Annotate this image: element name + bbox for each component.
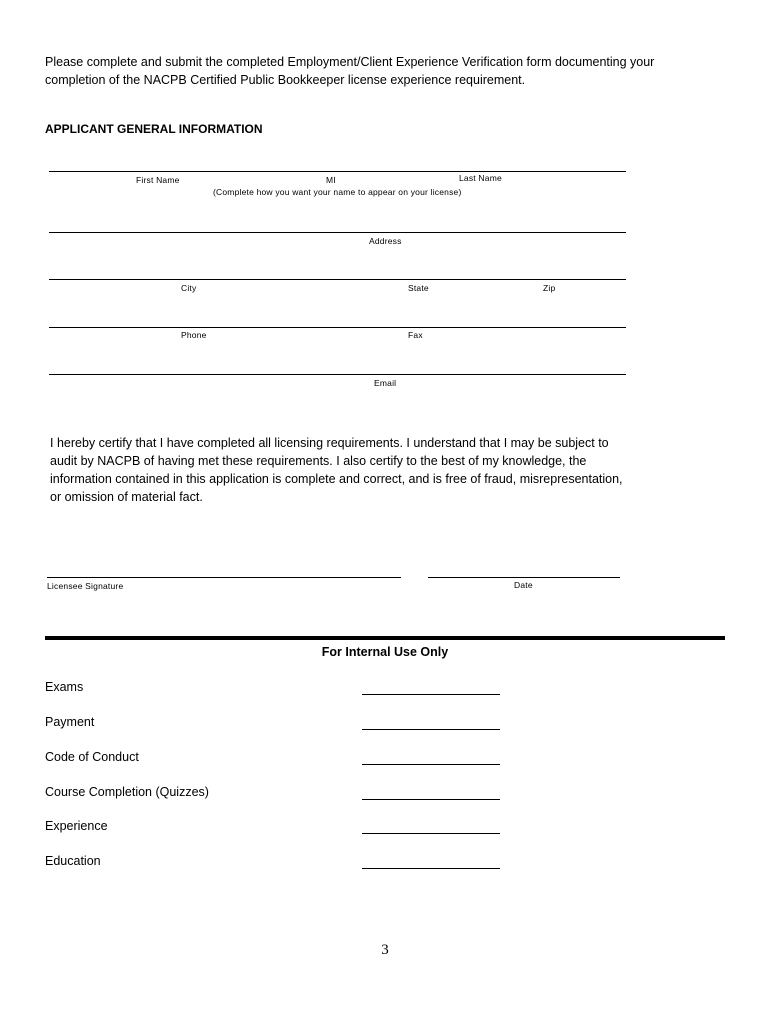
education-label: Education — [45, 854, 101, 868]
address-line[interactable] — [49, 232, 626, 233]
signature-label: Licensee Signature — [47, 581, 124, 591]
exams-label: Exams — [45, 680, 84, 694]
section-title: APPLICANT GENERAL INFORMATION — [45, 122, 263, 136]
city-label: City — [181, 283, 197, 293]
name-note: (Complete how you want your name to appear on your license) — [213, 187, 462, 197]
page-number: 3 — [381, 942, 389, 958]
last-name-label: Last Name — [459, 173, 502, 183]
course-completion-label: Course Completion (Quizzes) — [45, 785, 209, 799]
email-label: Email — [374, 378, 397, 388]
address-label: Address — [369, 236, 402, 246]
code-of-conduct-label: Code of Conduct — [45, 750, 139, 764]
course-completion-line[interactable] — [362, 799, 500, 800]
exams-line[interactable] — [362, 694, 500, 695]
section-divider — [45, 636, 725, 640]
mi-label: MI — [326, 175, 336, 185]
signature-line[interactable] — [47, 577, 401, 578]
date-label: Date — [514, 580, 533, 590]
name-line[interactable] — [49, 171, 626, 172]
phone-label: Phone — [181, 330, 207, 340]
certification-paragraph: I hereby certify that I have completed all licensing requirements. I understand that I may be subject to audit by NACPB of having met these requirements. I also certify to the best of my knowledge, the information contained in this application is complete and correct, and is free of fraud, misrepresentation, or omission of material fact. — [50, 436, 623, 504]
state-label: State — [408, 283, 429, 293]
code-of-conduct-line[interactable] — [362, 764, 500, 765]
date-line[interactable] — [428, 577, 620, 578]
education-line[interactable] — [362, 868, 500, 869]
internal-use-title: For Internal Use Only — [321, 645, 449, 659]
phone-fax-line[interactable] — [49, 327, 626, 328]
city-state-zip-line[interactable] — [49, 279, 626, 280]
intro-paragraph: Please complete and submit the completed Employment/Client Experience Verification form documenting your completion of the NACPB Certified Public Bookkeeper license experience requirement. — [45, 55, 655, 87]
first-name-label: First Name — [136, 175, 180, 185]
payment-line[interactable] — [362, 729, 500, 730]
experience-label: Experience — [45, 819, 108, 833]
email-line[interactable] — [49, 374, 626, 375]
zip-label: Zip — [543, 283, 556, 293]
fax-label: Fax — [408, 330, 423, 340]
experience-line[interactable] — [362, 833, 500, 834]
payment-label: Payment — [45, 715, 95, 729]
